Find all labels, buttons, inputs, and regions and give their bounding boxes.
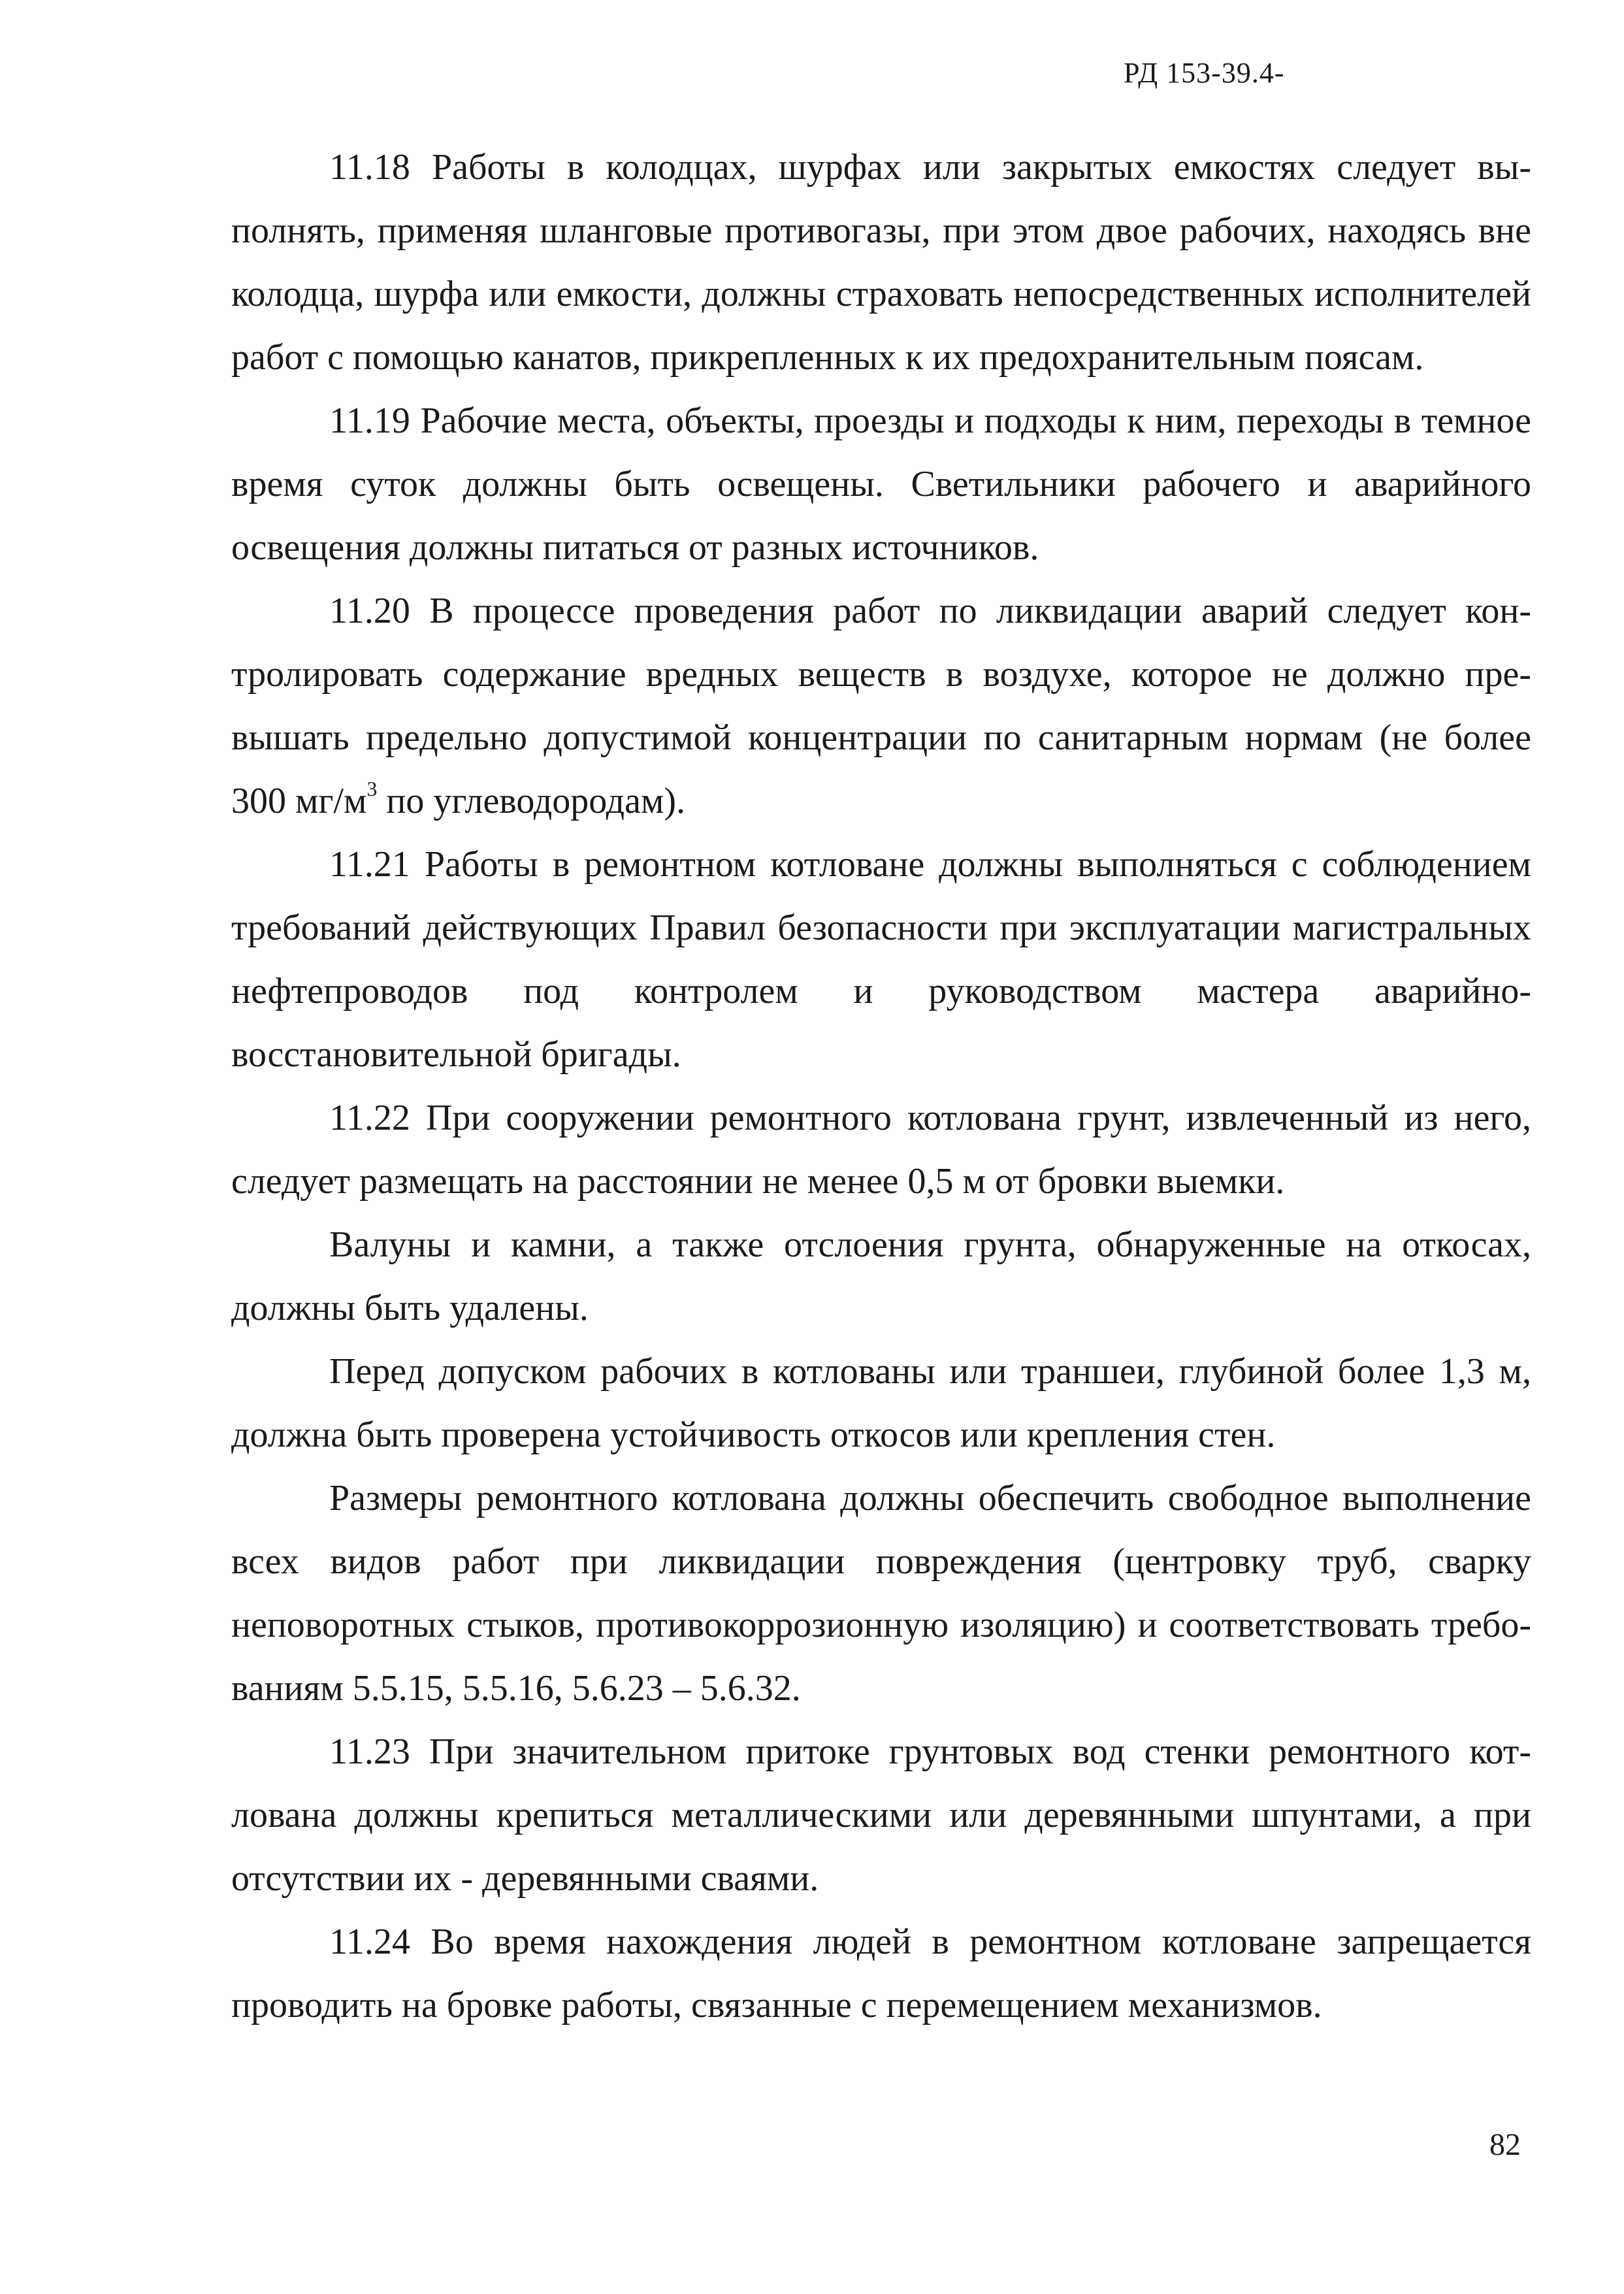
paragraph-11-24: 11.24 Во время нахождения людей в ремонтном котловане запрещается проводить на бровке работы, связанные с перемещением механизмов. (231, 1922, 1531, 2025)
paragraph-11-20 (231, 580, 1531, 833)
page-number: 82 (1489, 2127, 1521, 2162)
document-code: РД 153-39.4- (1124, 57, 1285, 89)
paragraph-11-22: 11.22 При сооружении ремонтного котлована грунт, извлеченный из него, следует размещать на расстоянии не менее 0,5 м от бровки выемки. (231, 1098, 1531, 1202)
paragraph-11-20-tail: по углеводородам). (377, 781, 686, 821)
paragraph-11-21: 11.21 Работы в ремонтном котловане должны выполняться с соблюдением требований действующих Правил безопасности при эксплуатации магистральных нефтепроводов под контролем и руководством мастера аварийно-восстановительной бригады. (231, 844, 1531, 1075)
cubic-superscript: 3 (366, 777, 378, 801)
paragraph-boulders: Валуны и камни, а также отслоения грунта, обнаруженные на откосах, должны быть удалены. (231, 1224, 1531, 1328)
paragraph-pit-dimensions: Размеры ремонтного котлована должны обеспечить свободное выполнение всех видов работ при ликвидации повреждения (центровку труб, сварку неповоротных стыков, противокоррозионную изоляцию) и соответствовать требованиям 5.5.15, 5.5.16, 5.6.23 – 5.6.32. (231, 1478, 1531, 1709)
paragraph-11-23: 11.23 При значительном притоке грунтовых вод стенки ремонтного котлована должны крепиться металлическими или деревянными шпунтами, а при отсутствии их - деревянными сваями. (231, 1731, 1531, 1899)
paragraph-11-18: 11.18 Работы в колодцах, шурфах или закрытых емкостях следует выполнять, применяя шланговые противогазы, при этом двое рабочих, находясь вне колодца, шурфа или емкости, должны страховать непосредственных исполнителей работ с помощью канатов, прикрепленных к их предохранительным поясам. (231, 147, 1531, 378)
document-body (231, 136, 1531, 2037)
paragraph-11-20-text: 11.20 В процессе проведения работ по ликвидации аварий следует контролировать содержание вредных веществ в воздухе, которое не должно превышать предельно допустимой концентрации по санитарным нормам (не более 300 мг/м (231, 591, 1531, 821)
paragraph-11-19: 11.19 Рабочие места, объекты, проезды и подходы к ним, переходы в темное время суток должны быть освещены. Светильники рабочего и аварийного освещения должны питаться от разных источников. (231, 401, 1531, 568)
paragraph-admission: Перед допуском рабочих в котлованы или траншеи, глубиной более 1,3 м, должна быть проверена устойчивость откосов или крепления стен. (231, 1351, 1531, 1455)
